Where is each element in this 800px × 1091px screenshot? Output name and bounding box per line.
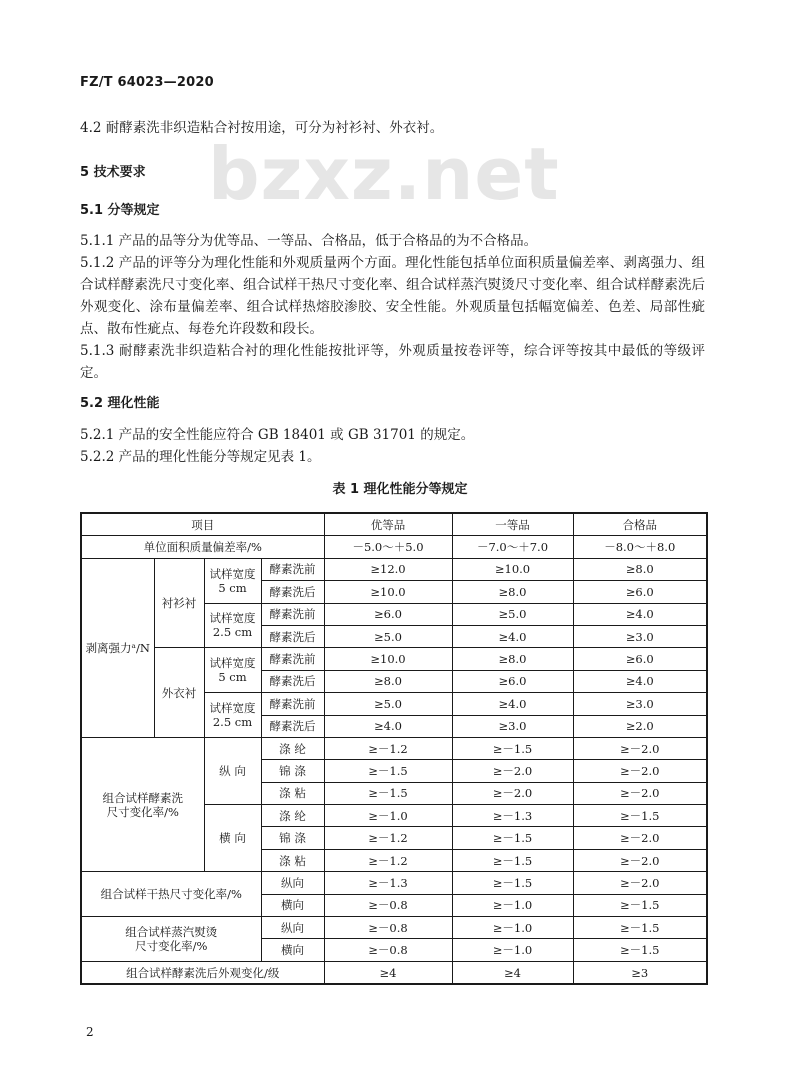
table-cell: ≥4.0	[573, 603, 707, 625]
table-row	[81, 872, 707, 894]
table-cell: ≥－2.0	[452, 760, 573, 782]
condition-label: 酵素洗后	[261, 625, 324, 647]
material-label: 涤 粘	[261, 849, 324, 871]
material-label: 涤 粘	[261, 782, 324, 804]
condition-label: 酵素洗后	[261, 715, 324, 737]
clause-5-1-2: 5.1.2 产品的评等分为理化性能和外观质量两个方面。理化性能包括单位面积质量偏差率、剥离强力、组合试样酵素洗尺寸变化率、组合试样干热尺寸变化率、组合试样蒸汽熨烫尺寸变化率、组合试样酵素洗后外观变化、涂布量偏差率、组合试样热熔胶渗胶、安全性能。外观质量包括幅宽偏差、色差、局部性疵点、散布性疵点、每卷允许段数和段长。	[80, 255, 705, 337]
sample-width-label: 试样宽度 2.5 cm	[204, 693, 261, 738]
table-cell: ≥－1.5	[324, 782, 452, 804]
table-cell: ≥－1.2	[324, 849, 452, 871]
table-cell: ≥8.0	[573, 558, 707, 580]
dry-heat-label: 组合试样干热尺寸变化率/%	[81, 872, 261, 917]
transverse-label: 横 向	[204, 805, 261, 872]
table-cell: ≥10.0	[324, 581, 452, 603]
condition-label: 酵素洗前	[261, 603, 324, 625]
table-cell: ≥10.0	[324, 648, 452, 670]
property-grade-table	[80, 512, 708, 985]
peel-strength-label: 剥离强力ᵃ/N	[81, 558, 154, 737]
material-label: 锦 涤	[261, 760, 324, 782]
direction-label: 纵向	[261, 917, 324, 939]
table-cell: ≥－1.5	[324, 760, 452, 782]
appearance-label: 组合试样酵素洗后外观变化/级	[81, 961, 324, 984]
header-superior: 优等品	[324, 513, 452, 536]
table-cell: ≥－2.0	[452, 782, 573, 804]
enzyme-dimension-label: 组合试样酵素洗 尺寸变化率/%	[81, 737, 204, 871]
watermark: bzxz.net	[208, 132, 560, 216]
table-cell: ≥2.0	[573, 715, 707, 737]
table-cell: ≥8.0	[324, 670, 452, 692]
table-cell: ≥3.0	[573, 693, 707, 715]
document-id: FZ/T 64023—2020	[80, 75, 214, 90]
table-cell: ≥－0.8	[324, 939, 452, 961]
header-first-class: 一等品	[452, 513, 573, 536]
table-cell: ≥4.0	[573, 670, 707, 692]
table-cell: －8.0～＋8.0	[573, 536, 707, 558]
table-cell: ≥－1.5	[573, 939, 707, 961]
table-cell: ≥－0.8	[324, 917, 452, 939]
table-cell: ≥－1.3	[324, 872, 452, 894]
table-row	[81, 558, 707, 580]
table-cell: ≥－1.5	[452, 872, 573, 894]
direction-label: 纵向	[261, 872, 324, 894]
table-cell: ≥5.0	[324, 625, 452, 647]
table-row	[81, 737, 707, 759]
row-label: 单位面积质量偏差率/%	[81, 536, 324, 558]
condition-label: 酵素洗后	[261, 670, 324, 692]
table-cell: －5.0～＋5.0	[324, 536, 452, 558]
table-cell: ≥－2.0	[573, 872, 707, 894]
table-cell: ≥3.0	[452, 715, 573, 737]
table-cell: ≥－1.0	[452, 939, 573, 961]
section-5-1-heading: 5.1 分等规定	[80, 203, 160, 218]
table-header-row	[81, 513, 707, 536]
table-cell: ≥－1.3	[452, 805, 573, 827]
clause-5-1-1: 5.1.1 产品的品等分为优等品、一等品、合格品，低于合格品的为不合格品。	[80, 233, 538, 249]
clause-5-2-2: 5.2.2 产品的理化性能分等规定见表 1。	[80, 449, 321, 465]
table-cell: ≥－1.2	[324, 737, 452, 759]
table-cell: －7.0～＋7.0	[452, 536, 573, 558]
table-cell: ≥6.0	[452, 670, 573, 692]
table-cell: ≥4	[324, 961, 452, 984]
sample-width-label: 试样宽度 5 cm	[204, 648, 261, 693]
clause-4-2: 4.2 耐酵素洗非织造粘合衬按用途，可分为衬衫衬、外衣衬。	[80, 120, 444, 136]
header-item: 项目	[81, 513, 324, 536]
clause-5-2-1: 5.2.1 产品的安全性能应符合 GB 18401 或 GB 31701 的规定。	[80, 427, 475, 443]
clause-5-1-3: 5.1.3 耐酵素洗非织造粘合衬的理化性能按批评等，外观质量按卷评等，综合评等按其中最低的等级评定。	[80, 343, 705, 381]
table-cell: ≥－2.0	[573, 737, 707, 759]
table-cell: ≥－1.5	[573, 917, 707, 939]
table-row	[81, 648, 707, 670]
table-title: 表 1 理化性能分等规定	[332, 482, 468, 497]
table-cell: ≥3	[573, 961, 707, 984]
condition-label: 酵素洗前	[261, 558, 324, 580]
header-qualified: 合格品	[573, 513, 707, 536]
table-row	[81, 961, 707, 984]
table-cell: ≥8.0	[452, 648, 573, 670]
section-5-2-heading: 5.2 理化性能	[80, 396, 160, 411]
table-cell: ≥4.0	[452, 693, 573, 715]
table-cell: ≥－0.8	[324, 894, 452, 916]
table-cell: ≥－2.0	[573, 849, 707, 871]
shirt-interlining-label: 衬衫衬	[154, 558, 204, 648]
table-cell: ≥4	[452, 961, 573, 984]
table-row	[81, 917, 707, 939]
section-5-heading: 5 技术要求	[80, 165, 146, 180]
table-cell: ≥6.0	[573, 648, 707, 670]
direction-label: 横向	[261, 894, 324, 916]
condition-label: 酵素洗后	[261, 581, 324, 603]
longitudinal-label: 纵 向	[204, 737, 261, 804]
sample-width-label: 试样宽度 5 cm	[204, 558, 261, 603]
material-label: 涤 纶	[261, 737, 324, 759]
table-cell: ≥－1.5	[573, 805, 707, 827]
table-cell: ≥4.0	[452, 625, 573, 647]
page-number: 2	[86, 1025, 94, 1039]
table-cell: ≥6.0	[573, 581, 707, 603]
condition-label: 酵素洗前	[261, 648, 324, 670]
table-cell: ≥－1.0	[324, 805, 452, 827]
table-cell: ≥5.0	[452, 603, 573, 625]
table-cell: ≥5.0	[324, 693, 452, 715]
direction-label: 横向	[261, 939, 324, 961]
steam-label: 组合试样蒸汽熨烫 尺寸变化率/%	[81, 917, 261, 962]
condition-label: 酵素洗前	[261, 693, 324, 715]
table-cell: ≥－2.0	[573, 760, 707, 782]
table-cell: ≥－2.0	[573, 827, 707, 849]
table-cell: ≥－1.5	[452, 737, 573, 759]
table-cell: ≥4.0	[324, 715, 452, 737]
table-row	[81, 536, 707, 558]
outerwear-interlining-label: 外衣衬	[154, 648, 204, 738]
table-cell: ≥6.0	[324, 603, 452, 625]
table-cell: ≥－1.0	[452, 917, 573, 939]
sample-width-label: 试样宽度 2.5 cm	[204, 603, 261, 648]
material-label: 涤 纶	[261, 805, 324, 827]
table-cell: ≥8.0	[452, 581, 573, 603]
table-cell: ≥12.0	[324, 558, 452, 580]
table-cell: ≥－1.2	[324, 827, 452, 849]
table-cell: ≥－1.5	[452, 849, 573, 871]
material-label: 锦 涤	[261, 827, 324, 849]
table-cell: ≥10.0	[452, 558, 573, 580]
table-cell: ≥－2.0	[573, 782, 707, 804]
table-cell: ≥－1.5	[452, 827, 573, 849]
table-cell: ≥3.0	[573, 625, 707, 647]
table-cell: ≥－1.0	[452, 894, 573, 916]
table-cell: ≥－1.5	[573, 894, 707, 916]
